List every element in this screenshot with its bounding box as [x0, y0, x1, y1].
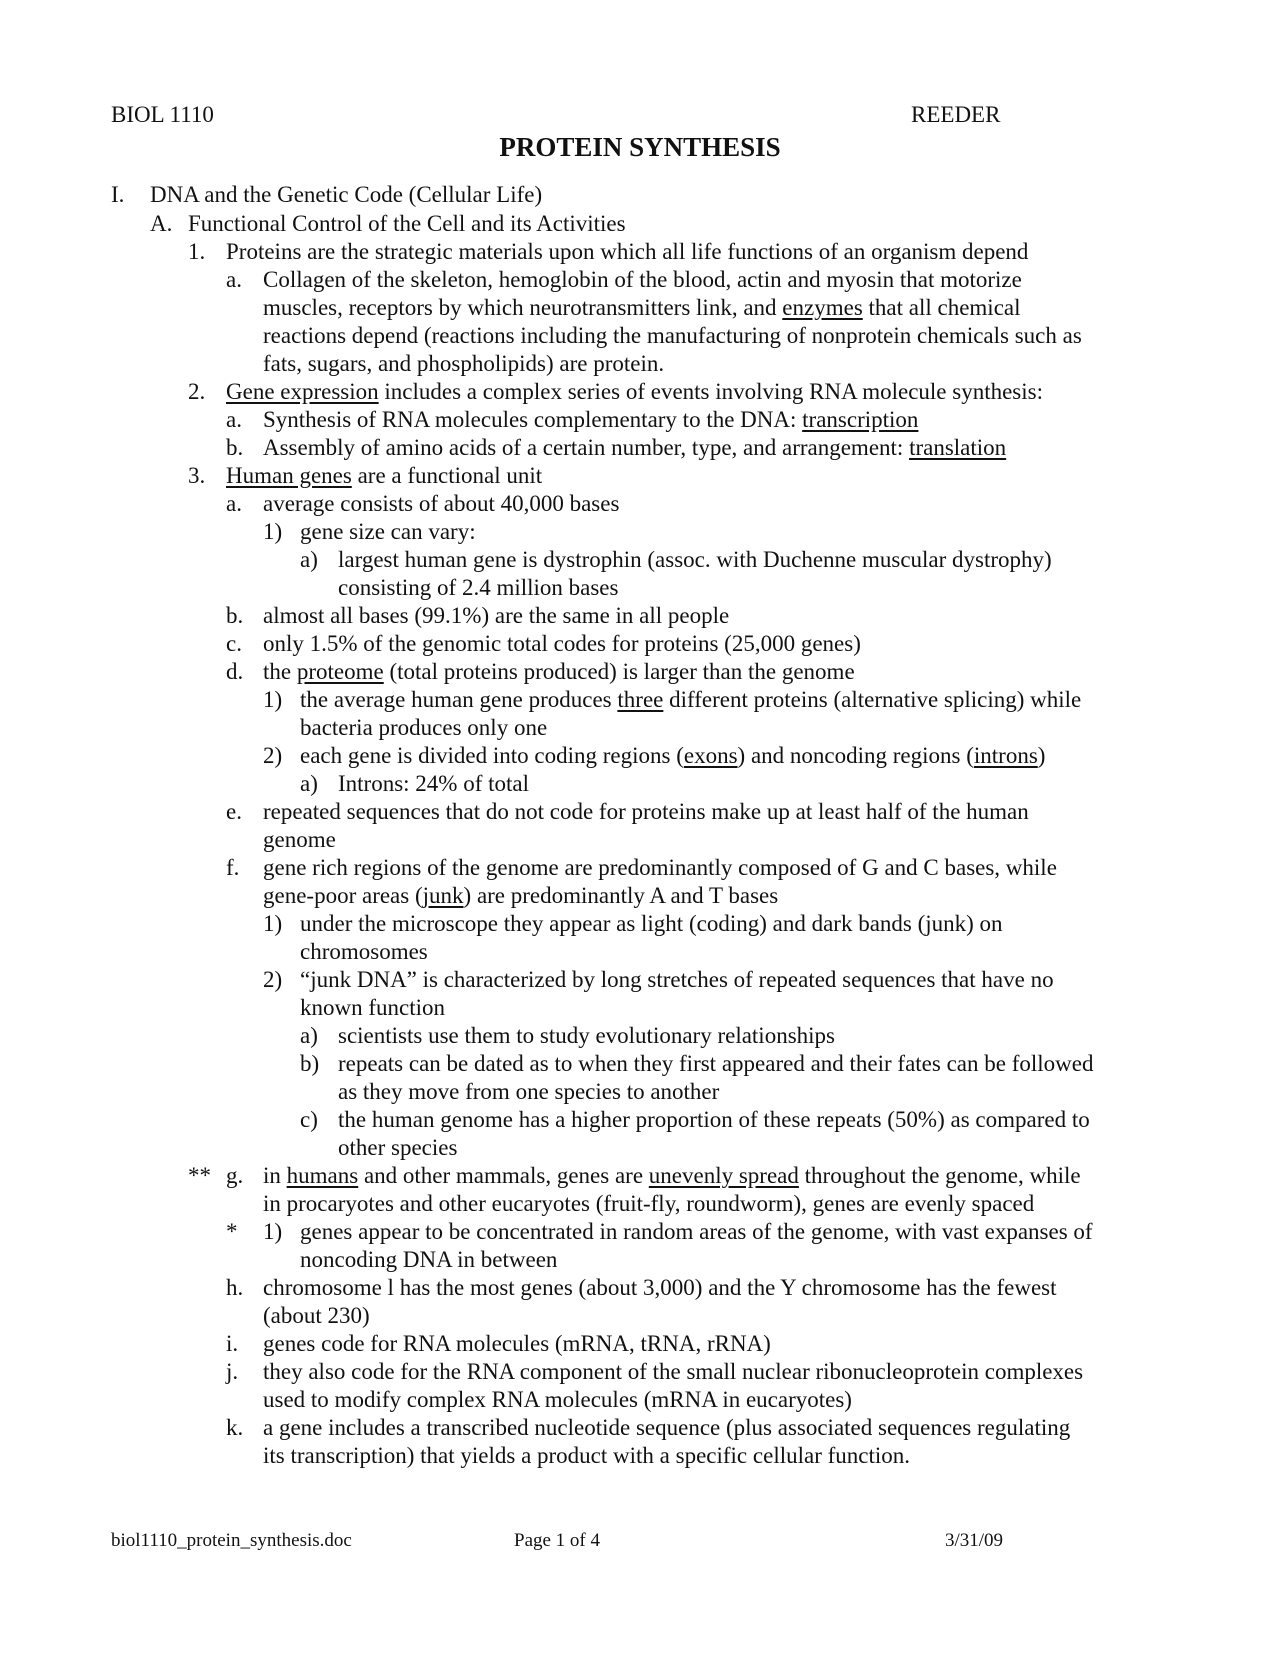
text-segment: reactions depend (reactions including the manufacturing of nonprotein chemicals such as [263, 323, 1082, 348]
underlined-term: translation [909, 435, 1007, 460]
outline-line [300, 1218, 1093, 1245]
outline-line [300, 714, 547, 741]
outline-marker: i. [226, 1331, 239, 1356]
text-segment: that all chemical [862, 295, 1021, 320]
text-segment: the [263, 659, 297, 684]
text-segment: average consists of about 40,000 bases [263, 491, 620, 516]
outline-marker: c) [300, 1107, 318, 1132]
importance-marker: ** [188, 1163, 211, 1188]
text-segment: the human genome has a higher proportion of these repeats (50%) as compared to [338, 1107, 1090, 1132]
outline-line [226, 238, 1028, 265]
outline-line [300, 686, 1081, 713]
outline-marker: 2. [188, 379, 206, 404]
underlined-term: junk [422, 883, 464, 908]
outline-line [338, 574, 618, 601]
text-segment: noncoding DNA in between [300, 1247, 558, 1272]
outline-marker: A. [150, 211, 173, 236]
outline-line [263, 1358, 1083, 1385]
text-segment: Introns: 24% of total [338, 771, 529, 796]
outline-marker: c. [226, 631, 242, 656]
text-segment: ) and noncoding regions ( [737, 743, 974, 768]
outline-line [263, 1386, 852, 1413]
underlined-term: introns [973, 743, 1038, 768]
outline-line [338, 1106, 1090, 1133]
outline-line [263, 350, 664, 377]
text-segment: in procaryotes and other eucaryotes (fruit-fly, roundworm), genes are evenly spaced [263, 1191, 1035, 1216]
outline-marker: 1) [263, 1219, 283, 1244]
outline-line [263, 434, 1006, 461]
outline-marker: a) [300, 547, 318, 572]
text-segment: scientists use them to study evolutionary relationships [338, 1023, 835, 1048]
outline-marker: a) [300, 1023, 318, 1048]
outline-line [226, 378, 1043, 405]
outline-marker: b) [300, 1051, 320, 1076]
text-segment: largest human gene is dystrophin (assoc. with Duchenne muscular dystrophy) [338, 547, 1052, 572]
text-segment: used to modify complex RNA molecules (mRNA in eucaryotes) [263, 1387, 852, 1412]
text-segment: genes appear to be concentrated in random areas of the genome, with vast expanses of [300, 1219, 1093, 1244]
outline-line [263, 322, 1082, 349]
text-segment: Collagen of the skeleton, hemoglobin of the blood, actin and myosin that motorize [263, 267, 1022, 292]
outline-line [338, 1022, 835, 1049]
text-segment: chromosome l has the most genes (about 3,000) and the Y chromosome has the fewest [263, 1275, 1057, 1300]
underlined-term: Gene expression [226, 379, 379, 404]
outline-marker: h. [226, 1275, 244, 1300]
outline-marker: I. [111, 182, 125, 207]
outline-line [263, 658, 855, 685]
outline-marker: 2) [263, 967, 283, 992]
text-segment: gene rich regions of the genome are predominantly composed of G and C bases, while [263, 855, 1057, 880]
text-segment: only 1.5% of the genomic total codes for proteins (25,000 genes) [263, 631, 861, 656]
underlined-term: enzymes [782, 295, 863, 320]
outline-line [263, 1274, 1057, 1301]
outline-line [263, 406, 918, 433]
outline-line [263, 602, 729, 629]
text-segment: known function [300, 995, 446, 1020]
text-segment: (about 230) [263, 1303, 370, 1328]
outline-line [263, 826, 336, 853]
underlined-term: exons [683, 743, 738, 768]
outline-marker: b. [226, 435, 244, 460]
underlined-term: unevenly spread [648, 1163, 799, 1188]
outline-line [263, 490, 619, 517]
document-title: PROTEIN SYNTHESIS [499, 132, 781, 162]
text-segment: gene size can vary: [300, 519, 476, 544]
text-segment: Proteins are the strategic materials upon which all life functions of an organism depend [226, 239, 1029, 264]
text-segment: different proteins (alternative splicing) while [663, 687, 1082, 712]
outline-marker: 1) [263, 911, 283, 936]
outline-marker: d. [226, 659, 244, 684]
outline-line [338, 546, 1052, 573]
outline-marker: 2) [263, 743, 283, 768]
text-segment: (total proteins produced) is larger than the genome [383, 659, 855, 684]
outline-line [263, 1190, 1034, 1217]
outline-marker: f. [226, 855, 240, 880]
text-segment: “junk DNA” is characterized by long stretches of repeated sequences that have no [300, 967, 1054, 992]
outline-line [263, 1414, 1070, 1441]
text-segment: includes a complex series of events involving RNA molecule synthesis: [378, 379, 1043, 404]
outline-marker: a) [300, 771, 318, 796]
outline-line [150, 181, 542, 208]
text-segment: under the microscope they appear as light (coding) and dark bands (junk) on [300, 911, 1003, 936]
outline-marker: b. [226, 603, 244, 628]
text-segment: the average human gene produces [300, 687, 618, 712]
text-segment: its transcription) that yields a product with a specific cellular function. [263, 1443, 910, 1468]
text-segment: ) [1037, 743, 1046, 768]
outline-marker: k. [226, 1415, 244, 1440]
outline-marker: a. [226, 407, 242, 432]
outline-marker: j. [226, 1359, 239, 1384]
text-segment: chromosomes [300, 939, 428, 964]
outline-marker: g. [226, 1163, 244, 1188]
text-segment: Functional Control of the Cell and its Activities [188, 211, 626, 236]
footer-filename: biol1110_protein_synthesis.doc [111, 1530, 352, 1551]
text-segment: and other mammals, genes are [358, 1163, 649, 1188]
outline-line [263, 1330, 771, 1357]
underlined-term: humans [286, 1163, 359, 1188]
text-segment: ) are predominantly A and T bases [463, 883, 779, 908]
outline-line [263, 294, 1021, 321]
outline-line [226, 462, 542, 489]
text-segment: throughout the genome, while [798, 1163, 1081, 1188]
outline-marker: 1. [188, 239, 206, 264]
footer-page-number: Page 1 of 4 [514, 1530, 601, 1551]
outline-line [263, 266, 1022, 293]
outline-line [338, 1134, 457, 1161]
footer-date: 3/31/09 [945, 1530, 1004, 1551]
text-segment: repeated sequences that do not code for proteins make up at least half of the human [263, 799, 1029, 824]
outline-line [338, 1050, 1093, 1077]
outline-marker: 1) [263, 519, 283, 544]
outline-marker: 1) [263, 687, 283, 712]
text-segment: gene-poor areas ( [263, 883, 423, 908]
text-segment: Synthesis of RNA molecules complementary to the DNA: [263, 407, 803, 432]
text-segment: Assembly of amino acids of a certain number, type, and arrangement: [263, 435, 910, 460]
outline-marker: a. [226, 267, 242, 292]
text-segment: muscles, receptors by which neurotransmitters link, and [263, 295, 783, 320]
underlined-term: three [617, 687, 664, 712]
underlined-term: Human genes [226, 463, 352, 488]
text-segment: a gene includes a transcribed nucleotide sequence (plus associated sequences regulating [263, 1415, 1071, 1440]
text-segment: repeats can be dated as to when they first appeared and their fates can be followed [338, 1051, 1094, 1076]
text-segment: they also code for the RNA component of the small nuclear ribonucleoprotein complexes [263, 1359, 1084, 1384]
outline-line [300, 518, 476, 545]
outline-line [263, 854, 1057, 881]
text-segment: almost all bases (99.1%) are the same in all people [263, 603, 730, 628]
underlined-term: transcription [802, 407, 919, 432]
importance-marker: * [226, 1219, 238, 1244]
outline-line [263, 798, 1029, 825]
text-segment: genes code for RNA molecules (mRNA, tRNA, rRNA) [263, 1331, 771, 1356]
outline-marker: e. [226, 799, 242, 824]
text-segment: consisting of 2.4 million bases [338, 575, 619, 600]
outline-line [300, 910, 1003, 937]
text-segment: genome [263, 827, 336, 852]
course-code: BIOL 1110 [111, 102, 214, 127]
outline-line [338, 770, 529, 797]
outline-line [263, 882, 778, 909]
text-segment: are a functional unit [351, 463, 543, 488]
text-segment: DNA and the Genetic Code (Cellular Life) [150, 182, 543, 207]
outline-line [263, 1302, 370, 1329]
outline-line [263, 630, 861, 657]
outline-line [338, 1078, 719, 1105]
text-segment: bacteria produces only one [300, 715, 548, 740]
outline-line [300, 994, 445, 1021]
text-segment: each gene is divided into coding regions ( [300, 743, 684, 768]
outline-line [263, 1442, 910, 1469]
outline-line [300, 966, 1054, 993]
instructor-name: REEDER [911, 102, 1001, 127]
text-segment: as they move from one species to another [338, 1079, 720, 1104]
text-segment: fats, sugars, and phospholipids) are protein. [263, 351, 665, 376]
outline-marker: 3. [188, 463, 206, 488]
text-segment: other species [338, 1135, 458, 1160]
outline-line [300, 1246, 557, 1273]
outline-line [300, 742, 1045, 769]
outline-marker: a. [226, 491, 242, 516]
outline-line [263, 1162, 1081, 1189]
text-segment: in [263, 1163, 287, 1188]
underlined-term: proteome [296, 659, 384, 684]
outline-line [300, 938, 428, 965]
outline-line [188, 210, 626, 237]
